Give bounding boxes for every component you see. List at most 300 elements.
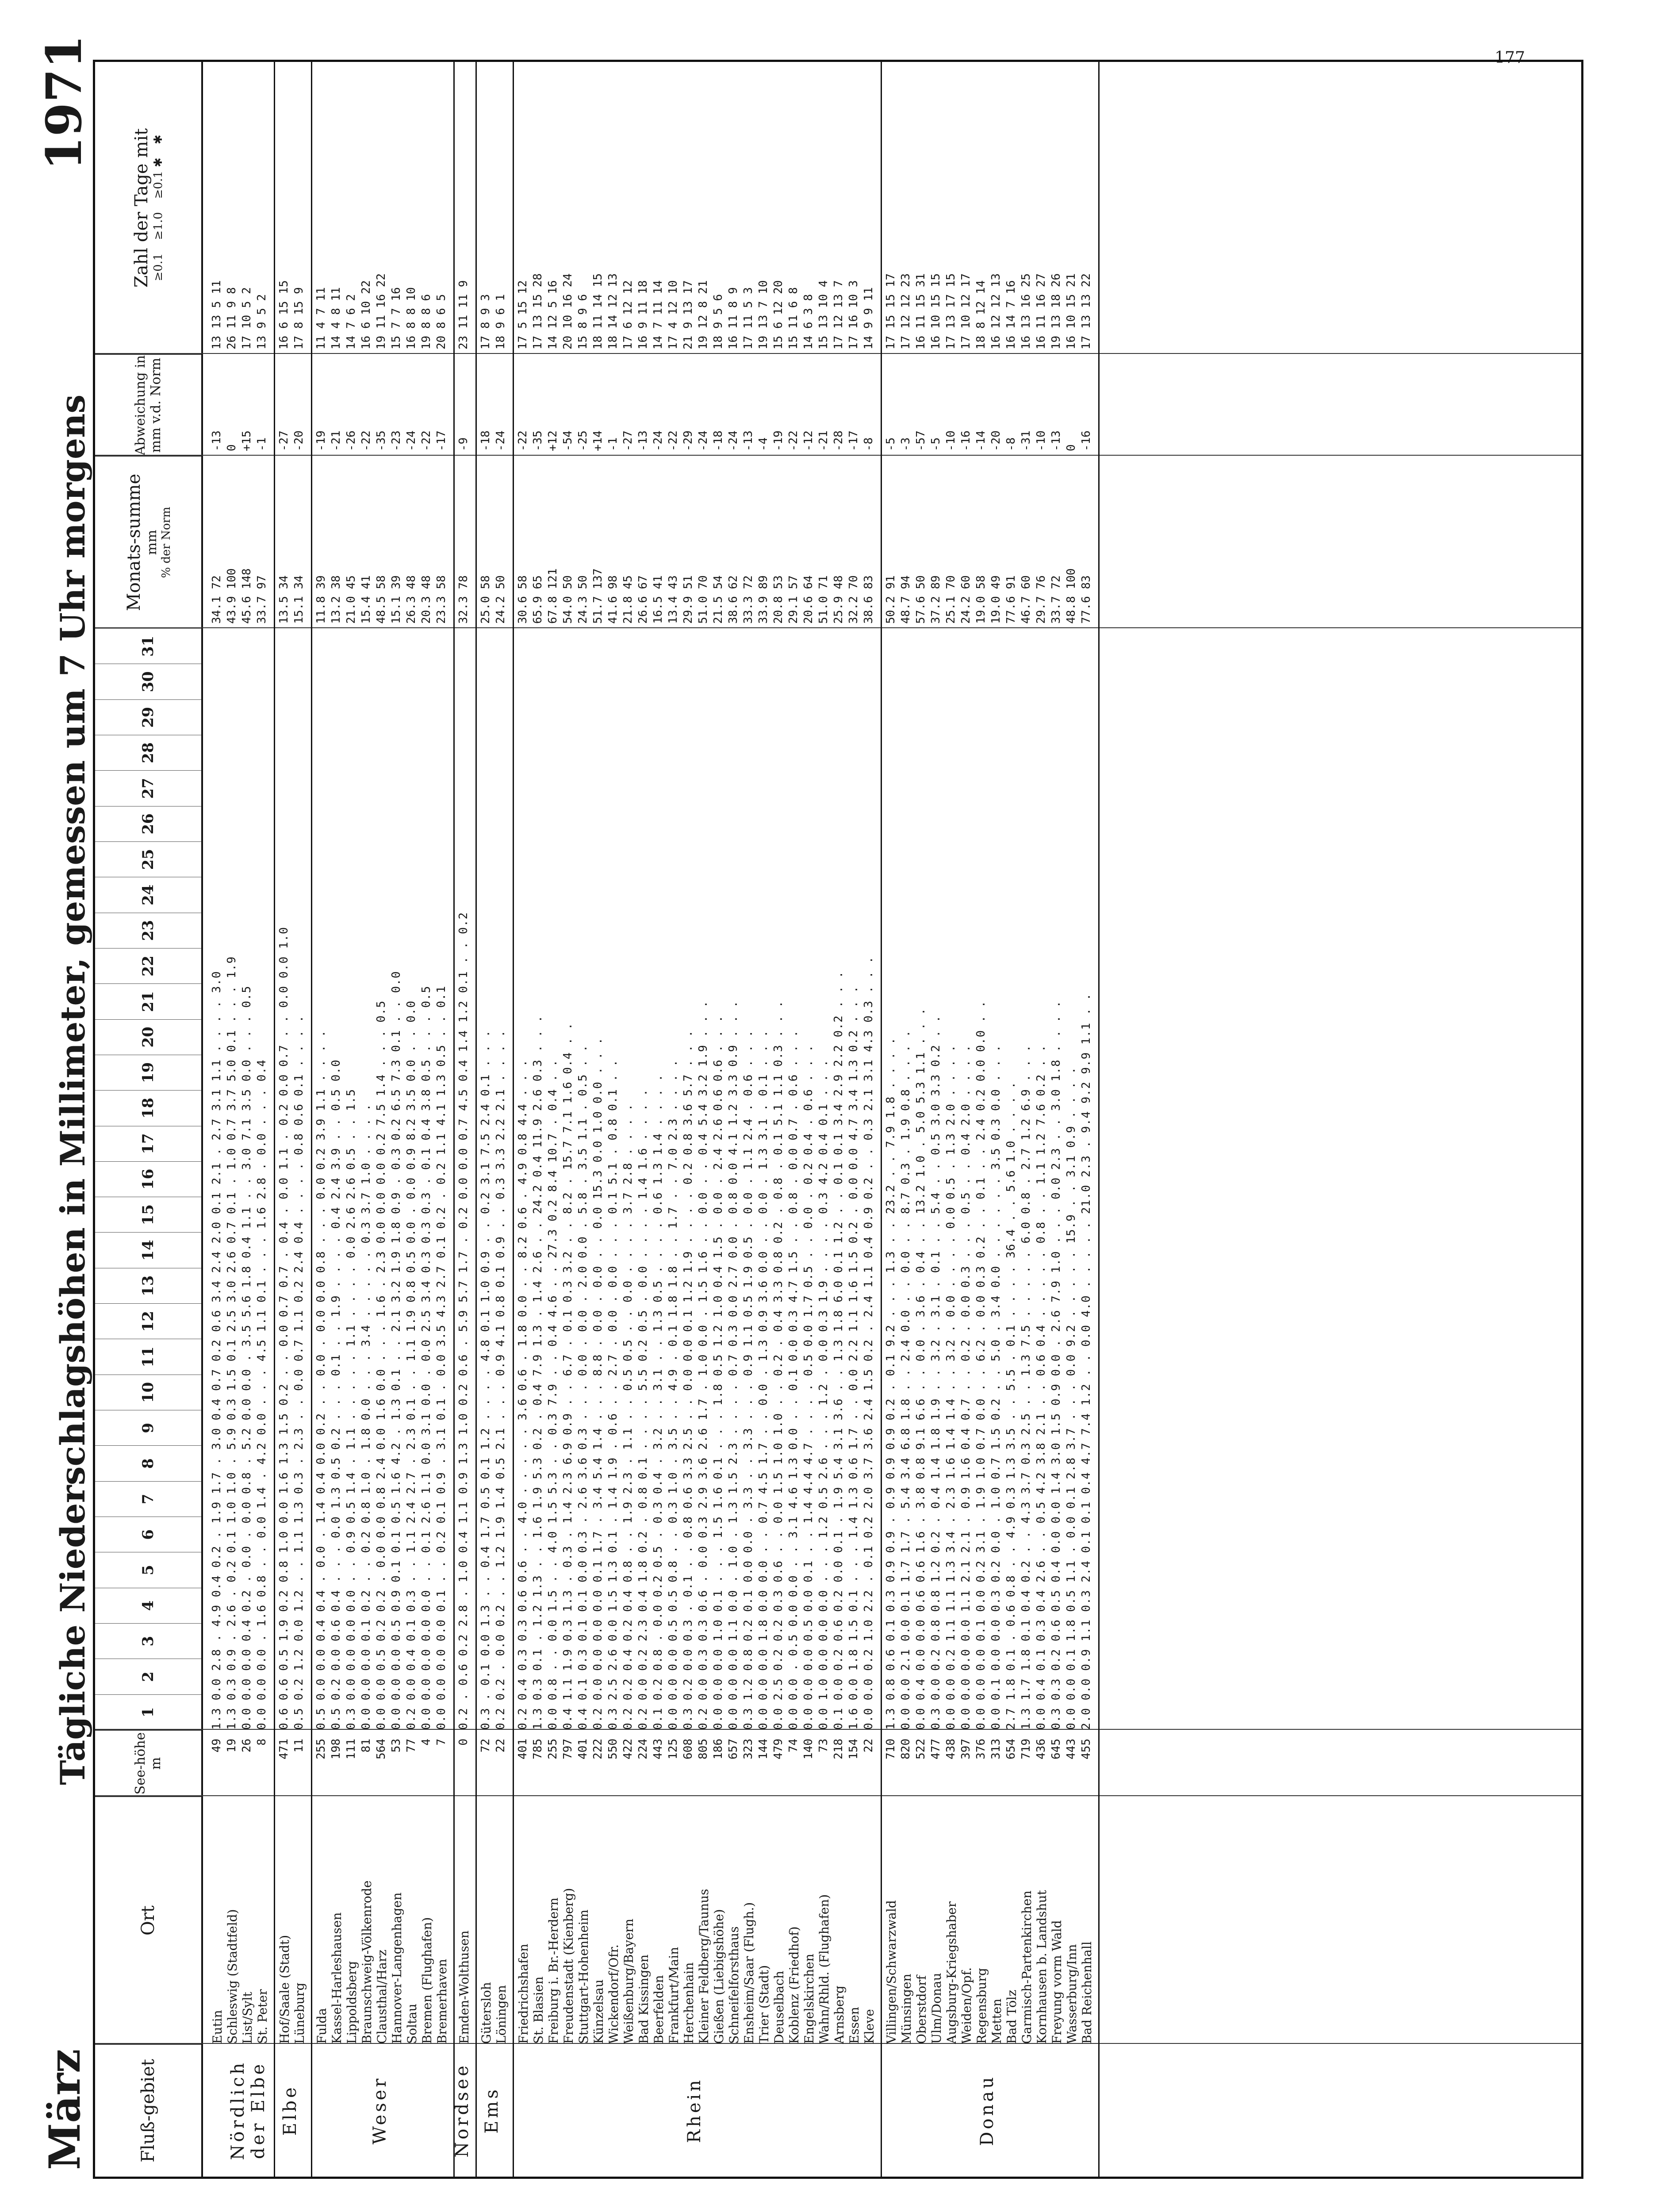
table-row xyxy=(314,62,329,2177)
norm-deviation: -17 xyxy=(847,430,860,451)
daily-values: 1.6 0.0 1.8 1.5 0.1 . . . 1.4 1.3 0.6 1.7 . . 0.0 2.2 1.1 1.6 1.5 0.2 . 0.0 0.0 4.7 3.4 1.3 0.2 . . . xyxy=(847,986,860,1730)
daily-values: 1.3 0.3 0.1 . 1.2 1.3 . . 1.6 1.9 5.3 0.2 . 0.4 7.9 1.3 . 1.4 2.6 . . 24.2 0.4 11.9 2.6 0.3 . . . xyxy=(531,1015,544,1730)
day-counts: 16 12 12 13 xyxy=(989,273,1003,349)
day-counts: 17 11 5 3 xyxy=(742,287,755,349)
group-separator xyxy=(513,62,514,2177)
month-heading: März xyxy=(40,2049,90,2170)
header-day-11: 11 xyxy=(95,1339,201,1374)
station-name: Schleswig (Stadtfeld) xyxy=(225,1909,240,2044)
daily-values: 0.1 0.0 0.2 0.6 0.2 0.0 0.1 . 1.9 5.4 3.1 3.6 . . 1.3 1.8 6.0 0.1 1.2 . . 0.1 0.1 3.4 2.9 2.2 0.2 . . . xyxy=(832,971,845,1730)
station-elevation: 154 xyxy=(847,1739,860,1759)
table-row xyxy=(1019,62,1034,2177)
header-day-6: 6 xyxy=(95,1517,201,1552)
header-day-12: 12 xyxy=(95,1303,201,1339)
daily-values: 2.7 1.8 0.1 . 0.6 0.8 . . 4.9 0.3 1.3 3.5 . . 5.5 . 0.1 . . . . 36.4 . . 5.6 1.0 . . . . xyxy=(1004,1081,1018,1730)
norm-deviation: -35 xyxy=(531,430,544,451)
day-counts: 15 6 12 20 xyxy=(772,280,785,349)
norm-deviation: -3 xyxy=(899,437,912,451)
day-counts: 16 13 16 25 xyxy=(1019,273,1033,349)
norm-deviation: -18 xyxy=(712,430,725,451)
header-day-15: 15 xyxy=(95,1197,201,1232)
daily-values: 0.0 0.0 0.0 1.0 0.1 . . . 1.5 1.6 0.1 . . . 1.8 0.5 1.2 1.0 0.4 1.5 . 0.0 . 2.4 2.6 0.6 0.6 . . . xyxy=(712,1015,725,1730)
norm-deviation: -19 xyxy=(772,430,785,451)
monthly-sum: 26.6 67 xyxy=(636,575,650,624)
day-counts: 17 5 15 12 xyxy=(516,280,529,349)
table-row xyxy=(1065,62,1079,2177)
table-row xyxy=(621,62,636,2177)
norm-deviation: -24 xyxy=(494,430,507,451)
table-row xyxy=(682,62,696,2177)
station-name: Oberstdorf xyxy=(914,1975,929,2044)
norm-deviation: -5 xyxy=(884,437,897,451)
daily-values: 0.0 0.8 . . 0.0 1.5 . . 4.0 1.5 5.3 . . 0.3 7.9 . . 0.4 4.6 . . 27.3 0.2 8.4 10.7 . 0.4 . . xyxy=(546,1059,560,1730)
station-elevation: 805 xyxy=(697,1739,710,1759)
table-row xyxy=(944,62,958,2177)
monthly-sum: 20.8 53 xyxy=(772,575,785,624)
day-counts: 16 6 10 22 xyxy=(360,280,373,349)
daily-values: 0.0 0.0 0.0 1.8 0.0 0.0 . . 0.7 4.5 1.7 . . 0.0 . 1.3 0.9 3.6 0.0 . . 0.0 . 1.3 3.1 . 0.1 . . . xyxy=(757,1029,770,1730)
station-elevation: 26 xyxy=(240,1739,253,1753)
table-row xyxy=(210,62,224,2177)
day-counts: 17 15 15 17 xyxy=(884,273,897,349)
station-name: Herchenhain xyxy=(682,1962,696,2044)
station-name: Hannover-Langenhagen xyxy=(390,1892,404,2044)
table-row xyxy=(817,62,831,2177)
station-elevation: 443 xyxy=(652,1739,665,1759)
day-counts: 18 9 5 6 xyxy=(712,294,725,349)
table-row xyxy=(712,62,726,2177)
daily-values: 0.6 0.6 0.5 1.9 0.2 0.8 1.0 0.0 1.6 1.3 1.5 0.2 . . 0.0 0.7 0.7 . 0.4 . 0.0 1.1 . 0.2 0.0 0.7 . . 0.0 0.0 1.0 xyxy=(277,926,291,1730)
monthly-sum: 25.0 58 xyxy=(479,575,492,624)
station-name: Schneifelforsthaus xyxy=(727,1926,741,2044)
group-separator xyxy=(311,62,312,2177)
monthly-sum: 23.3 58 xyxy=(435,575,448,624)
daily-values: 1.3 1.7 1.8 0.1 0.4 0.2 . . 4.3 3.7 0.3 2.5 . . 1.3 7.5 . . . . . 6.0 0.8 . 2.7 1.2 6.9 . . . xyxy=(1019,1045,1033,1730)
daily-values: 0.2 0.2 0.4 0.2 0.4 0.8 . . 1.9 2.3 . 1.1 . . 0.5 0.5 . . 0.0 . . . . 3.7 2.8 . . . . xyxy=(621,1103,635,1730)
table-row xyxy=(330,62,344,2177)
station-name: Bad Tölz xyxy=(1004,1989,1019,2044)
station-name: Freudenstadt (Kienberg) xyxy=(561,1888,576,2044)
header-day-26: 26 xyxy=(95,806,201,841)
station-name: Clausthal/Harz xyxy=(375,1949,389,2044)
day-counts: 18 8 12 14 xyxy=(974,280,988,349)
station-elevation: 376 xyxy=(974,1739,988,1759)
table-row xyxy=(652,62,666,2177)
station-elevation: 401 xyxy=(516,1739,529,1759)
table-row xyxy=(292,62,307,2177)
norm-deviation: -9 xyxy=(457,437,470,451)
station-elevation: 49 xyxy=(210,1739,223,1753)
header-count-labels xyxy=(152,134,165,281)
station-elevation: 401 xyxy=(576,1739,590,1759)
daily-values: 0.0 0.0 0.0 . 1.6 0.8 . . 0.0 1.4 . 4.2 0.0 . . . 4.5 1.1 0.1 . . . 1.6 2.8 . 0.0 . . . 0.4 xyxy=(255,1059,268,1730)
monthly-sum: 77.6 83 xyxy=(1080,575,1093,624)
table-row xyxy=(832,62,846,2177)
station-name: Wahn/Rhld. (Flughafen) xyxy=(817,1894,832,2044)
daily-values: 1.3 0.3 0.9 . 2.6 . 0.2 0.1 1.0 1.0 . 5.9 0.3 1.5 0.1 2.5 3.0 2.6 0.7 0.1 . 1.0 0.7 3.7 5.0 0.1 . . . 1.9 xyxy=(225,956,238,1730)
monthly-sum: 13.2 38 xyxy=(330,575,343,624)
station-elevation: 22 xyxy=(862,1739,875,1753)
monthly-sum: 34.1 72 xyxy=(210,575,223,624)
daily-values: 2.0 0.0 0.9 1.1 0.3 2.4 0.1 0.1 0.4 4.7 7.4 1.2 . . 0.0 4.0 . . . . . 21.0 2.3 . 9.4 9.2 9.9 1.1 . . xyxy=(1080,993,1093,1730)
norm-deviation: -22 xyxy=(420,430,433,451)
station-elevation: 0 xyxy=(457,1739,470,1746)
group-separator xyxy=(453,62,455,2177)
station-elevation: 522 xyxy=(914,1739,927,1759)
station-elevation: 224 xyxy=(636,1739,650,1759)
station-name: Soltau xyxy=(405,2004,419,2044)
station-name: Lüneburg xyxy=(292,1982,307,2044)
header-day-9: 9 xyxy=(95,1410,201,1445)
table-row xyxy=(884,62,898,2177)
day-counts: 19 11 16 22 xyxy=(375,273,388,349)
day-counts: 21 9 13 17 xyxy=(682,280,695,349)
day-counts: 16 14 7 16 xyxy=(1004,280,1018,349)
table-row xyxy=(757,62,771,2177)
group-separator xyxy=(475,62,477,2177)
station-name: Bremerhaven xyxy=(435,1959,449,2044)
monthly-sum: 21.5 54 xyxy=(712,575,725,624)
norm-deviation: -27 xyxy=(621,430,635,451)
year-heading: 1971 xyxy=(35,35,92,170)
day-counts: 15 8 9 6 xyxy=(576,294,590,349)
monthly-sum: 33.7 97 xyxy=(255,575,268,624)
monthly-sum: 13.5 34 xyxy=(277,575,291,624)
header-day-counts xyxy=(95,62,201,354)
daily-values: 0.5 0.2 1.2 0.0 1.2 . . 1.1 1.3 0.3 . 2.3 . . 0.0 0.7 1.1 0.2 2.4 0.4 . . . . 0.8 0.6 0.1 . . . . xyxy=(292,1015,306,1730)
daily-values: 0.2 0.4 0.3 0.3 0.6 0.6 . . 4.0 . . . . . 3.6 0.6 . 1.8 0.0 . . 8.2 0.6 . 4.9 0.8 4.4 . . . xyxy=(516,1059,529,1730)
norm-deviation: -22 xyxy=(667,430,680,451)
header-place: Ort xyxy=(95,1796,201,2044)
table-row xyxy=(606,62,621,2177)
station-name: Weißenburg/Bayern xyxy=(621,1918,636,2044)
station-elevation: 74 xyxy=(787,1739,800,1753)
table-row xyxy=(531,62,545,2177)
norm-deviation: -4 xyxy=(757,437,770,451)
station-elevation: 8 xyxy=(255,1739,268,1746)
day-counts: 16 10 15 21 xyxy=(1065,273,1078,349)
table-header xyxy=(95,62,203,2177)
table-row xyxy=(697,62,711,2177)
station-name: Ensheim/Saar (Flugh.) xyxy=(742,1902,756,2044)
station-name: Friedrichshafen xyxy=(516,1943,531,2044)
header-day-10: 10 xyxy=(95,1375,201,1410)
day-counts: 18 14 12 13 xyxy=(606,273,620,349)
station-name: Hof/Saale (Stadt) xyxy=(277,1935,292,2044)
header-day-4: 4 xyxy=(95,1588,201,1623)
monthly-sum: 51.7 137 xyxy=(591,568,605,624)
count-label-3: ≥0.1 ✱ xyxy=(152,157,165,199)
station-name: Bad Kissingen xyxy=(636,1954,651,2044)
header-day-23: 23 xyxy=(95,913,201,948)
norm-deviation: -22 xyxy=(360,430,373,451)
station-elevation: 140 xyxy=(802,1739,815,1759)
table-row xyxy=(546,62,560,2177)
station-name: Frankfurt/Main xyxy=(667,1947,681,2044)
station-name: Gütersloh xyxy=(479,1982,494,2044)
table-title: Tägliche Niederschlagshöhen in Millimeter, gemessen um 7 Uhr morgens xyxy=(53,394,92,1785)
station-name: Kornhausen b. Landshut xyxy=(1035,1890,1049,2044)
table-row xyxy=(929,62,943,2177)
basin-label: Donau xyxy=(977,2074,997,2146)
header-day-18: 18 xyxy=(95,1090,201,1125)
day-counts: 14 9 9 11 xyxy=(862,287,875,349)
day-counts: 17 12 13 7 xyxy=(832,280,845,349)
daily-values: 0.5 0.0 0.0 0.4 0.4 . 0.0 . 1.4 0.4 0.0 0.2 . . 0.0 . 0.0 0.0 0.8 . . . 0.0 0.2 3.9 1.1 . . . . xyxy=(314,1029,328,1730)
station-name: Lippoldsberg xyxy=(345,1961,359,2044)
station-name: Regensburg xyxy=(974,1968,989,2044)
day-counts: 23 11 11 9 xyxy=(457,280,470,349)
monthly-sum: 33.9 89 xyxy=(757,575,770,624)
station-elevation: 455 xyxy=(1080,1739,1093,1759)
monthly-sum: 20.3 48 xyxy=(420,575,433,624)
table-row xyxy=(959,62,973,2177)
station-elevation: 564 xyxy=(375,1739,388,1759)
norm-deviation: -16 xyxy=(1080,430,1093,451)
monthly-sum: 20.6 64 xyxy=(802,575,815,624)
table-row xyxy=(742,62,756,2177)
norm-deviation: +14 xyxy=(591,430,605,451)
monthly-sum: 30.6 58 xyxy=(516,575,529,624)
monthly-sum: 15.4 41 xyxy=(360,575,373,624)
table-row xyxy=(787,62,801,2177)
station-elevation: 477 xyxy=(929,1739,943,1759)
monthly-sum: 16.5 41 xyxy=(652,575,665,624)
monthly-sum: 32.3 78 xyxy=(457,575,470,624)
station-name: Wasserburg/Inn xyxy=(1065,1944,1079,2044)
header-day-22: 22 xyxy=(95,948,201,983)
monthly-sum: 48.8 100 xyxy=(1065,568,1078,624)
monthly-sum: 21.0 45 xyxy=(345,575,358,624)
group-separator xyxy=(274,62,275,2177)
day-counts: 19 13 18 26 xyxy=(1050,273,1063,349)
day-counts: 16 6 15 15 xyxy=(277,280,291,349)
station-name: Koblenz (Friedhof) xyxy=(787,1926,801,2044)
table-row xyxy=(772,62,786,2177)
daily-values: 0.0 0.0 0.1 1.8 0.5 1.1 . 0.0 0.1 2.8 3.7 . . . 0.0 9.2 . . . . . 15.9 . . 3.1 0.9 . . . . xyxy=(1065,1067,1078,1730)
day-counts: 16 8 8 10 xyxy=(405,287,418,349)
table-row xyxy=(375,62,389,2177)
header-day-27: 27 xyxy=(95,770,201,806)
station-elevation: 218 xyxy=(832,1739,845,1759)
station-name: Emden-Wolthusen xyxy=(457,1930,471,2044)
header-day-counts-label: Zahl der Tage mit xyxy=(131,128,152,288)
station-elevation: 654 xyxy=(1004,1739,1018,1759)
daily-values: 0.0 0.1 0.0 0.0 0.3 0.2 0.0 . 1.0 0.7 1.5 0.2 . . 5.0 . 3.4 0.0 . . . . . . 3.5 0.3 0.0 . . . xyxy=(989,1045,1003,1730)
table-row xyxy=(1080,62,1094,2177)
station-name: Arnsberg xyxy=(832,1985,847,2044)
day-counts: 16 11 15 31 xyxy=(914,273,927,349)
table-row xyxy=(847,62,861,2177)
day-counts: 14 6 3 8 xyxy=(802,294,815,349)
header-day-13: 13 xyxy=(95,1268,201,1303)
table-row xyxy=(516,62,530,2177)
day-counts: 19 8 8 6 xyxy=(420,294,433,349)
daily-values: 0.4 1.1 1.9 0.3 1.3 . 0.3 . 1.4 2.3 6.9 0.9 . . 6.7 . 0.1 0.3 3.2 . . 8.2 . 15.7 7.1 1.6 0.4 . . xyxy=(561,1022,575,1730)
header-day-2: 2 xyxy=(95,1659,201,1694)
monthly-sum: 54.0 50 xyxy=(561,575,575,624)
station-elevation: 436 xyxy=(1035,1739,1048,1759)
header-mm: mm xyxy=(144,530,160,555)
count-label-2: ≥1.0 xyxy=(152,212,165,240)
station-elevation: 422 xyxy=(621,1739,635,1759)
station-name: Freyung vorm Wald xyxy=(1050,1920,1064,2044)
table-row xyxy=(914,62,928,2177)
station-elevation: 710 xyxy=(884,1739,897,1759)
day-counts: 16 11 16 27 xyxy=(1035,273,1048,349)
daily-values: 0.0 0.4 0.1 0.3 0.4 2.6 . . 0.5 4.2 3.8 2.1 . . 0.6 0.4 . . . . . 0.8 . . 1.1 1.2 7.6 0.2 . . xyxy=(1035,1045,1048,1730)
basin-label: Elbe xyxy=(280,2085,300,2136)
monthly-sum: 46.7 60 xyxy=(1019,575,1033,624)
station-elevation: 443 xyxy=(1065,1739,1078,1759)
day-counts: 17 6 12 12 xyxy=(621,280,635,349)
station-name: Braunschweig-Völkenrode xyxy=(360,1880,374,2044)
station-name: Kleve xyxy=(862,2009,877,2044)
table-row xyxy=(255,62,269,2177)
header-day-30: 30 xyxy=(95,664,201,699)
station-name: Engelskirchen xyxy=(802,1954,816,2044)
station-name: Metten xyxy=(989,1998,1004,2044)
station-name: Künzelsau xyxy=(591,1979,606,2044)
monthly-sum: 24.2 60 xyxy=(959,575,973,624)
daily-values: 0.0 0.4 0.0 0.0 0.6 0.6 1.6 . 3.8 0.8 9.1 6.6 . . 0.0 . 3.6 . 0.4 . . 13.2 1.0 . 5.0 5.3 1.1 . . . xyxy=(914,1007,927,1730)
monthly-sum: 24.3 50 xyxy=(576,575,590,624)
norm-deviation: -20 xyxy=(989,430,1003,451)
station-name: Wickendorf/Ofr. xyxy=(606,1944,621,2044)
norm-deviation: -57 xyxy=(914,430,927,451)
day-counts: 15 11 6 8 xyxy=(787,287,800,349)
monthly-sum: 48.5 58 xyxy=(375,575,388,624)
day-counts: 17 8 15 9 xyxy=(292,287,306,349)
daily-values: 1.3 0.0 2.8 . 4.9 0.4 0.2 . 1.9 1.7 . 3.0 0.4 0.7 0.2 0.6 3.4 2.4 2.0 0.1 2.1 . 2.7 3.1 1.1 . . . . 3.0 xyxy=(210,971,223,1730)
station-elevation: 471 xyxy=(277,1739,291,1759)
table-row xyxy=(561,62,575,2177)
monthly-sum: 29.7 76 xyxy=(1035,575,1048,624)
table-row xyxy=(457,62,471,2177)
daily-values: 0.2 . 0.6 0.2 2.8 . 1.0 0.4 1.1 0.9 1.3 1.0 0.2 0.6 . 5.9 5.7 1.7 . 0.2 0.0 0.0 0.7 4.5 0.4 1.4 1.2 0.1 . . 0.2 xyxy=(457,912,470,1730)
day-counts: 20 10 16 24 xyxy=(561,273,575,349)
station-elevation: 73 xyxy=(817,1739,830,1753)
norm-deviation: -13 xyxy=(1050,430,1063,451)
table-row xyxy=(420,62,434,2177)
monthly-sum: 33.3 72 xyxy=(742,575,755,624)
basin-label: Nördlich der Elbe xyxy=(228,2060,268,2160)
day-counts: 17 12 12 23 xyxy=(899,273,912,349)
norm-deviation: -23 xyxy=(390,430,403,451)
day-counts: 15 13 10 4 xyxy=(817,280,830,349)
header-day-31: 31 xyxy=(95,628,201,664)
day-counts: 17 10 12 17 xyxy=(959,273,973,349)
station-elevation: 255 xyxy=(546,1739,560,1759)
norm-deviation: -16 xyxy=(959,430,973,451)
header-day-1: 1 xyxy=(95,1694,201,1730)
station-elevation: 81 xyxy=(360,1739,373,1753)
station-name: St. Blasien xyxy=(531,1976,546,2044)
daily-values: 0.0 0.0 0.0 1.1 0.0 . 1.0 . 1.3 1.5 2.3 . . . . 0.7 0.3 0.0 2.7 0.0 . 0.8 0.0 4.1 1.2 3.3 0.9 . . . xyxy=(727,1000,740,1730)
table-row xyxy=(345,62,359,2177)
station-name: Stuttgart-Hohenheim xyxy=(576,1909,591,2044)
station-name: Garmisch-Partenkirchen xyxy=(1019,1890,1034,2044)
daily-values: 0.2 0.2 . 0.0 0.2 . . 1.2 1.9 1.4 0.5 2.1 . . . 0.9 4.1 0.8 0.1 0.9 . . 0.3 3.3 2.2 2.1 . . . . xyxy=(494,1029,507,1730)
daily-values: 0.2 0.0 0.4 0.1 0.3 . . 1.1 2.4 2.7 . 2.3 0.1 . . 1.1 1.9 0.8 0.5 0.0 . 0.0 0.9 8.2 3.5 0.0 . . 0.0 xyxy=(405,1000,418,1730)
day-counts: 17 13 17 15 xyxy=(944,273,958,349)
station-elevation: 719 xyxy=(1019,1739,1033,1759)
norm-deviation: -18 xyxy=(479,430,492,451)
monthly-sum: 19.0 58 xyxy=(974,575,988,624)
table-row xyxy=(494,62,508,2177)
monthly-sum: 41.6 98 xyxy=(606,575,620,624)
day-counts: 19 13 7 10 xyxy=(757,280,770,349)
station-name: Löningen xyxy=(494,1985,509,2044)
norm-deviation: -22 xyxy=(787,430,800,451)
day-counts: 16 10 15 15 xyxy=(929,273,943,349)
norm-deviation: +15 xyxy=(240,430,253,451)
monthly-sum: 11.8 39 xyxy=(314,575,328,624)
norm-deviation: -17 xyxy=(435,430,448,451)
station-elevation: 255 xyxy=(314,1739,328,1759)
norm-deviation: +12 xyxy=(546,430,560,451)
day-counts: 14 12 5 16 xyxy=(546,280,560,349)
monthly-sum: 29.1 57 xyxy=(787,575,800,624)
table-row xyxy=(405,62,419,2177)
daily-values: 0.0 0.0 0.0 0.5 0.9 0.1 0.1 0.5 1.6 4.2 . 1.3 0.1 . . 2.1 3.2 1.9 1.8 0.9 . 0.3 0.2 6.5 7.3 0.1 . . 0.0 xyxy=(390,971,403,1730)
header-day-3: 3 xyxy=(95,1623,201,1659)
monthly-sum: 38.6 83 xyxy=(862,575,875,624)
norm-deviation: -35 xyxy=(375,430,388,451)
station-elevation: 144 xyxy=(757,1739,770,1759)
daily-values: 0.3 0.0 0.2 0.8 0.8 1.2 0.2 . 0.4 1.4 1.8 1.9 . . 3.2 . 3.1 . 0.1 . . 5.4 . . 0.5 3.0 3.3 0.2 . . xyxy=(929,1015,943,1730)
daily-values: 0.4 0.1 0.3 0.1 0.1 0.0 0.3 . 2.6 3.6 0.3 . . . 0.0 . 0.0 . 2.0 0.0 . 5.8 . 3.5 1.1 . 0.5 . . xyxy=(576,1045,590,1730)
station-name: Villingen/Schwarzwald xyxy=(884,1900,899,2044)
monthly-sum: 15.1 34 xyxy=(292,575,306,624)
norm-deviation: -28 xyxy=(832,430,845,451)
header-monthly-sum xyxy=(95,456,201,628)
header-elevation: See-höhe m xyxy=(95,1730,201,1796)
monthly-sum: 51.0 71 xyxy=(817,575,830,624)
daily-values: 0.3 0.2 0.0 0.3 . 0.1 . . 0.8 0.6 3.3 2.5 . . 0.0 0.0 0.1 1.2 1.9 . . . . 0.2 0.8 3.6 5.7 . . . xyxy=(682,1029,695,1730)
monthly-sum: 26.3 48 xyxy=(405,575,418,624)
daily-values: 0.0 0.0 0.0 0.4 0.2 . 0.0 . 0.0 0.8 . 5.2 0.0 0.0 . 3.5 5.6 1.8 0.4 1.1 . . 3.0 7.1 3.5 0.0 . . . 0.5 xyxy=(240,986,253,1730)
table-row xyxy=(1004,62,1019,2177)
norm-deviation: -1 xyxy=(255,437,268,451)
precipitation-table xyxy=(93,60,1583,2179)
day-counts: 17 16 10 3 xyxy=(847,280,860,349)
monthly-sum: 25.1 70 xyxy=(944,575,958,624)
header-deviation: Abweichung in mm v.d. Norm xyxy=(95,354,201,456)
table-row xyxy=(636,62,651,2177)
daily-values: 0.0 0.0 0.0 0.0 0.1 . . 0.2 0.1 0.9 . 3.1 0.1 . 0.0 3.5 4.3 2.7 0.1 0.2 . 0.2 1.1 4.1 1.3 0.5 . . 0.1 xyxy=(435,986,448,1730)
station-elevation: 186 xyxy=(712,1739,725,1759)
day-counts: 15 7 7 16 xyxy=(390,287,403,349)
norm-deviation: -24 xyxy=(652,430,665,451)
daily-values: 0.0 0.0 0.0 0.1 0.0 0.2 3.1 . 1.9 1.0 0.7 0.0 . . 6.2 . 0.0 0.3 0.2 . . 0.1 . . 2.4 0.2 0.0 0.0 . . xyxy=(974,1000,988,1730)
header-day-21: 21 xyxy=(95,983,201,1019)
station-name: Augsburg-Kriegshaber xyxy=(944,1901,959,2044)
monthly-sum: 51.0 70 xyxy=(697,575,710,624)
header-pct-norm: % der Norm xyxy=(159,507,173,578)
norm-deviation: -13 xyxy=(636,430,650,451)
norm-deviation: -22 xyxy=(516,430,529,451)
norm-deviation: -13 xyxy=(210,430,223,451)
station-name: List/Sylt xyxy=(240,1992,255,2044)
norm-deviation: -24 xyxy=(727,430,740,451)
day-counts: 17 10 5 2 xyxy=(240,287,253,349)
norm-deviation: -24 xyxy=(697,430,710,451)
table-row xyxy=(225,62,239,2177)
header-day-14: 14 xyxy=(95,1233,201,1268)
table-row xyxy=(1035,62,1049,2177)
table-row xyxy=(974,62,989,2177)
